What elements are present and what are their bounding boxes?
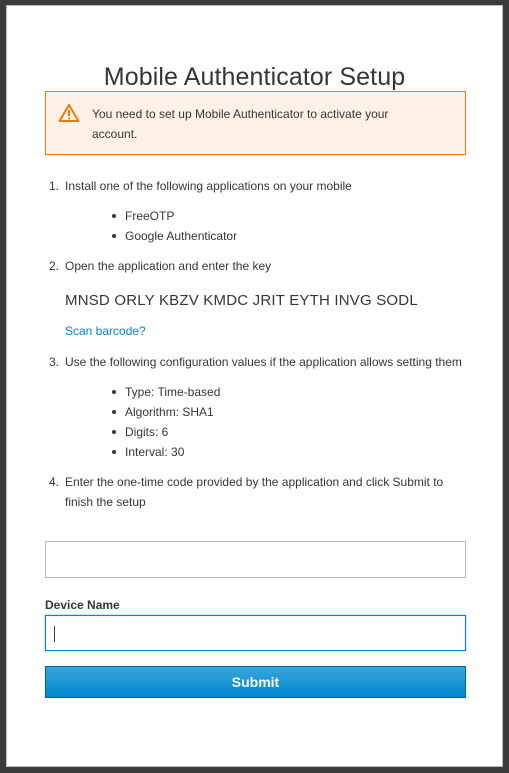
list-item: FreeOTP xyxy=(125,206,470,226)
text-caret xyxy=(54,626,55,642)
scan-barcode-link[interactable]: Scan barcode? xyxy=(65,324,146,338)
device-name-input[interactable] xyxy=(45,615,466,651)
list-item: Type: Time-based xyxy=(125,382,470,402)
list-item: Algorithm: SHA1 xyxy=(125,402,470,422)
step-1 xyxy=(45,176,470,246)
app-list xyxy=(65,206,470,246)
step-text: Enter the one-time code provided by the application and click Submit to finish the setup xyxy=(65,475,444,509)
step-number: 3. xyxy=(49,355,60,369)
step-2 xyxy=(45,256,470,276)
warning-alert xyxy=(45,91,466,155)
step-text: Open the application and enter the key xyxy=(65,259,272,273)
secret-key: MNSD ORLY KBZV KMDC JRIT EYTH INVG SODL xyxy=(65,292,418,309)
page-title: Mobile Authenticator Setup xyxy=(103,62,406,91)
warning-triangle-icon xyxy=(58,103,80,123)
list-item: Interval: 30 xyxy=(125,442,470,462)
step-number: 4. xyxy=(49,475,60,489)
list-item: Google Authenticator xyxy=(125,226,470,246)
step-number: 1. xyxy=(49,179,60,193)
otp-code-input[interactable] xyxy=(45,541,466,578)
step-text: Install one of the following applications on your mobile xyxy=(65,179,352,193)
list-item: Digits: 6 xyxy=(125,422,470,442)
step-text: Use the following configuration values if the application allows setting them xyxy=(65,355,462,369)
alert-message: You need to set up Mobile Authenticator to activate your account. xyxy=(92,107,389,141)
device-name-label: Device Name xyxy=(45,598,120,612)
step-4 xyxy=(45,472,470,512)
setup-steps xyxy=(45,176,470,512)
step-3 xyxy=(45,352,470,462)
config-list xyxy=(65,382,470,462)
step-number: 2. xyxy=(49,259,60,273)
setup-card xyxy=(6,5,503,767)
submit-button[interactable]: Submit xyxy=(45,666,466,698)
